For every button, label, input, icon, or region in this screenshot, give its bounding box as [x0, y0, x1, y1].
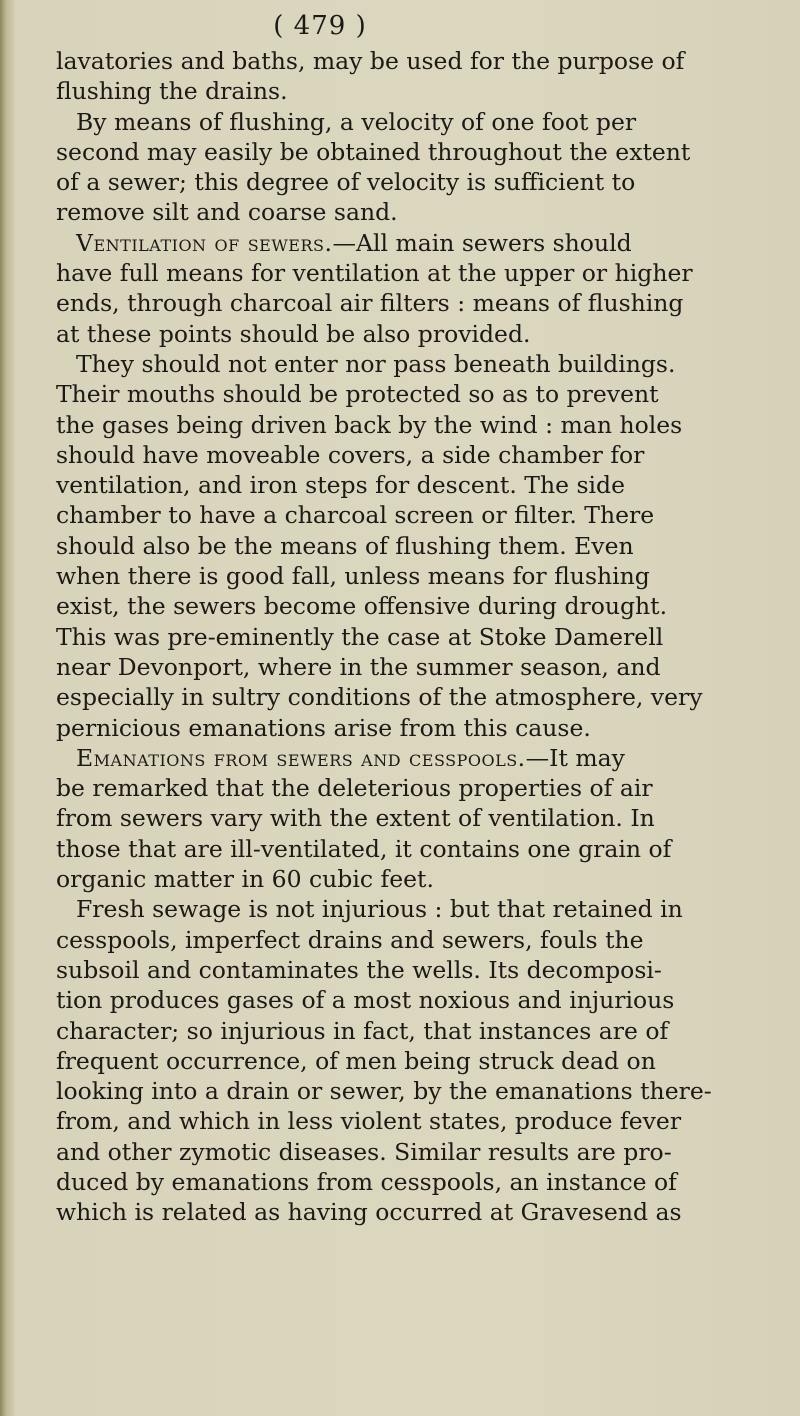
text-line [56, 197, 616, 227]
text-line [56, 1197, 682, 1227]
text-line [56, 894, 683, 924]
line-text: They should not enter nor pass beneath buildings. [76, 349, 676, 378]
line-text: —All main sewers should [332, 228, 632, 257]
text-line [56, 228, 632, 258]
line-text: should have moveable covers, a side chamber for [56, 440, 645, 469]
page-number: ( 479 ) [273, 11, 367, 41]
line-text: looking into a drain or sewer, by the emanations there- [56, 1077, 712, 1106]
text-line [56, 1016, 669, 1046]
text-line [56, 591, 668, 621]
line-text: ends, through charcoal air filters : means of flushing [56, 289, 684, 318]
text-line [56, 834, 672, 864]
line-text: —It may [525, 743, 625, 772]
line-text: character; so injurious in fact, that instances are of [56, 1016, 669, 1045]
text-line [56, 107, 637, 137]
line-text: be remarked that the deleterious properties of air [56, 774, 653, 803]
line-text: lavatories and baths, may be used for the purpose of [56, 47, 685, 75]
line-text: especially in sultry conditions of the atmosphere, very [56, 683, 703, 712]
line-text: Fresh sewage is not injurious : but that retained in [76, 895, 683, 924]
line-text: exist, the sewers become offensive during drought. [56, 592, 668, 621]
line-text: those that are ill-ventilated, it contains one grain of [56, 834, 672, 863]
line-text: chamber to have a charcoal screen or filter. There [56, 501, 655, 530]
line-text: ventilation, and iron steps for descent. The side [56, 471, 625, 500]
line-text: from sewers vary with the extent of ventilation. In [56, 804, 655, 833]
text-line [56, 803, 655, 833]
text-line [56, 864, 616, 894]
text-line [56, 531, 634, 561]
line-text: of a sewer; this degree of velocity is sufficient to [56, 168, 636, 197]
section-heading: Emanations from sewers and cesspools. [76, 743, 526, 772]
text-line [56, 1137, 672, 1167]
text-line [56, 773, 653, 803]
text-line [56, 440, 645, 470]
line-text: remove silt and coarse sand. [56, 198, 398, 227]
text-line [56, 137, 691, 167]
line-text: flushing the drains. [56, 77, 288, 106]
line-text: subsoil and contaminates the wells. Its decomposi- [56, 955, 662, 984]
body-text [56, 46, 712, 1228]
text-line [56, 258, 693, 288]
text-line [56, 622, 664, 652]
text-line [56, 985, 675, 1015]
text-line [56, 410, 683, 440]
text-line [56, 76, 616, 106]
line-text: near Devonport, where in the summer season, and [56, 652, 661, 681]
text-line [56, 743, 625, 773]
line-text: second may easily be obtained throughout the extent [56, 137, 691, 166]
line-text: organic matter in 60 cubic feet. [56, 865, 434, 894]
text-line [56, 1076, 712, 1106]
text-line [56, 167, 636, 197]
line-text: duced by emanations from cesspools, an instance of [56, 1167, 677, 1196]
line-text: pernicious emanations arise from this cause. [56, 713, 591, 742]
text-line [56, 1167, 677, 1197]
line-text: By means of flushing, a velocity of one foot per [76, 107, 637, 136]
text-line [56, 288, 684, 318]
line-text: should also be the means of flushing them. Even [56, 531, 634, 560]
text-line [56, 955, 662, 985]
line-text: from, and which in less violent states, produce fever [56, 1107, 682, 1136]
line-text: which is related as having occurred at Gravesend as [56, 1198, 682, 1227]
text-line [56, 561, 650, 591]
line-text: when there is good fall, unless means for flushing [56, 562, 650, 591]
text-line [56, 500, 655, 530]
section-heading: Ventilation of sewers. [76, 228, 333, 257]
text-line [56, 682, 703, 712]
text-line [56, 470, 625, 500]
line-text: This was pre-eminently the case at Stoke Damerell [56, 622, 664, 651]
text-line [56, 379, 659, 409]
line-text: cesspools, imperfect drains and sewers, fouls the [56, 925, 644, 954]
text-line [56, 46, 685, 76]
text-line [56, 652, 661, 682]
text-line [56, 1106, 682, 1136]
line-text: Their mouths should be protected so as to prevent [56, 380, 659, 409]
text-line [56, 925, 644, 955]
text-line [56, 349, 676, 379]
line-text: have full means for ventilation at the upper or higher [56, 259, 693, 288]
text-line [56, 319, 616, 349]
line-text: tion produces gases of a most noxious and injurious [56, 986, 675, 1015]
line-text: frequent occurrence, of men being struck dead on [56, 1046, 656, 1075]
line-text: and other zymotic diseases. Similar results are pro- [56, 1137, 672, 1166]
line-text: the gases being driven back by the wind : man holes [56, 410, 683, 439]
text-line [56, 713, 616, 743]
text-line [56, 1046, 656, 1076]
line-text: at these points should be also provided. [56, 319, 531, 348]
